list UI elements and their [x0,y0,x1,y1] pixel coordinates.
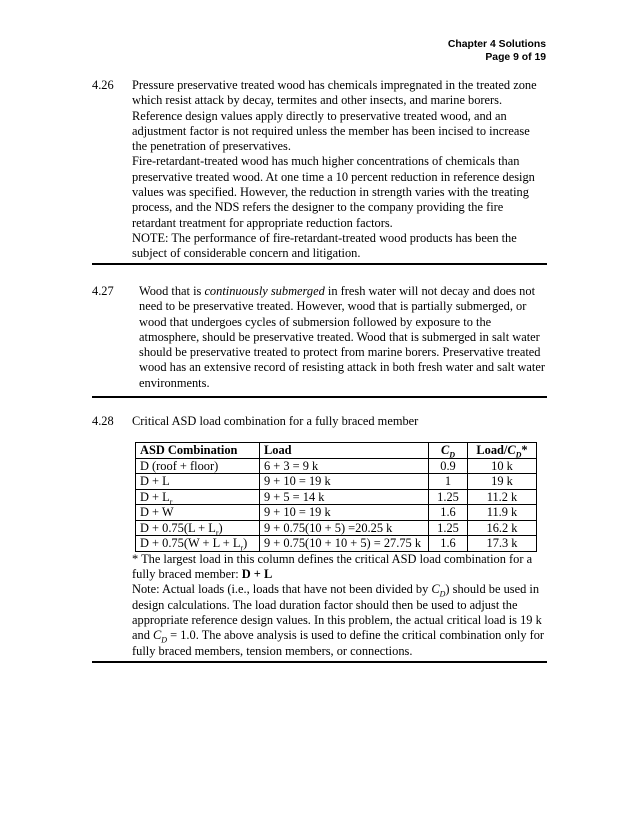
table-row [136,536,537,552]
ratio-subscript: D [515,450,522,460]
note-text: ) should be used in design calculations. The load duration factor should then be used to adjust the appropriate reference design values. In this problem, the actual critical load is 19 k and [132,582,542,643]
combo-text: D + L [140,474,170,489]
table-row [136,474,537,490]
cd-subscript: D [161,635,168,645]
table-row [136,520,537,536]
problem-number: 4.27 [92,284,114,298]
page-number: Page 9 of 19 [485,52,546,63]
cell-load: 9 + 10 = 19 k [260,474,429,490]
col-header-combination: ASD Combination [136,443,260,459]
cell-cd: 1.25 [429,489,468,505]
table-row [136,505,537,521]
paragraph [139,284,547,391]
problem-number: 4.28 [92,414,114,428]
text-run: in fresh water will not decay and does not need to be preservative treated. However, wood that is partially submerged, or wood that undergoes cycles of submersion followed by exposure to the atmosphere, should be preservative treated. Wood that is submerged in salt water should be preservative treated to protect from marine borers. Preservative treated wood has an extensive record of resisting attack in both fresh water and salt water environments. [139,284,545,390]
problem-4-28 [92,414,547,659]
col-header-cd [429,443,468,459]
section-divider [92,263,547,265]
cell-ratio: 17.3 k [468,536,537,552]
col-header-ratio [468,443,537,459]
cell-ratio: 11.9 k [468,505,537,521]
problem-text [132,78,547,262]
problem-4-26 [92,78,547,262]
cd-subscript: D [439,589,446,599]
cell-combination [136,474,260,490]
cell-ratio: 11.2 k [468,489,537,505]
combo-text: D (roof + floor) [140,458,219,473]
cell-load: 9 + 0.75(10 + 5) =20.25 k [260,520,429,536]
cell-cd: 1.6 [429,536,468,552]
paragraph: Fire-retardant-treated wood has much higher concentrations of chemicals than preservative treated wood. At one time a 10 percent reduction in reference design values was specified. However, the reduction in strength varies with the treating process, and the NDS refers the designer to the company providing the fire retardant treatment for appropriate reduction factors. [132,154,535,230]
chapter-title: Chapter 4 Solutions [447,39,546,50]
problem-intro: Critical ASD load combination for a fully braced member [132,414,419,428]
col-header-load: Load [260,443,429,459]
paragraph: NOTE: The performance of fire-retardant-treated wood products has been the subject of considerable concern and litigation. [132,230,517,261]
cell-load: 6 + 3 = 9 k [260,458,429,474]
cell-cd: 1.6 [429,505,468,521]
problem-4-27 [92,284,547,391]
combo-text: D + L [140,489,170,504]
asd-load-table [135,442,537,552]
section-divider [92,661,547,663]
cell-cd: 1.25 [429,520,468,536]
section-divider [92,396,547,398]
problem-number: 4.26 [92,78,114,92]
combo-sub: r [169,497,173,507]
cell-load: 9 + 0.75(10 + 10 + 5) = 27.75 k [260,536,429,552]
cell-cd: 0.9 [429,458,468,474]
cell-ratio: 19 k [468,474,537,490]
cd-symbol: C [431,582,440,597]
cell-combination [136,458,260,474]
paragraph: Pressure preservative treated wood has chemicals impregnated in the treated zone which resist attack by decay, termites and other insects, and marine borers. Reference design values apply directly to preservative treated wood, and an adjustment factor is not required unless the member has been incised to increase the penetration of preservatives. [132,78,537,154]
table-notes [132,552,547,659]
emphasis-text: continuously submerged [204,284,325,298]
cell-load: 9 + 10 = 19 k [260,505,429,521]
footnote-text: * The largest load in this column defines the critical ASD load combination for a fully braced member: [132,551,533,582]
cell-combination [136,520,260,536]
cd-symbol: C [153,628,162,643]
ratio-suffix: * [521,443,528,458]
ratio-c: C [507,443,516,458]
ratio-prefix: Load/ [476,443,508,458]
note-text: = 1.0. The above analysis is used to define the critical combination only for fully braced members, tension members, or connections. [132,628,545,658]
cell-ratio: 10 k [468,458,537,474]
page-header [448,38,546,64]
table-row [136,489,537,505]
cell-load: 9 + 5 = 14 k [260,489,429,505]
combo-sub: r [215,528,219,538]
note-text: Note: Actual loads (i.e., loads that have not been divided by [132,582,432,597]
combo-end: ) [218,520,223,535]
problem-text [132,414,547,659]
text-run: Wood that is [139,284,205,298]
cd-subscript: D [449,450,456,460]
critical-combination: D + L [241,567,273,582]
cell-combination [136,489,260,505]
footnote [132,552,547,583]
cd-symbol: C [440,443,450,458]
combo-end: ) [243,536,248,551]
cell-cd: 1 [429,474,468,490]
table-row [136,458,537,474]
problem-text [139,284,547,391]
combo-text: D + W [140,505,174,520]
cell-ratio: 16.2 k [468,520,537,536]
table-header-row [136,443,537,459]
cell-combination [136,505,260,521]
cell-combination [136,536,260,552]
combo-sub: r [240,543,244,553]
combo-text: D + 0.75(W + L + L [140,536,241,551]
combo-text: D + 0.75(L + L [140,520,216,535]
note [132,582,547,658]
